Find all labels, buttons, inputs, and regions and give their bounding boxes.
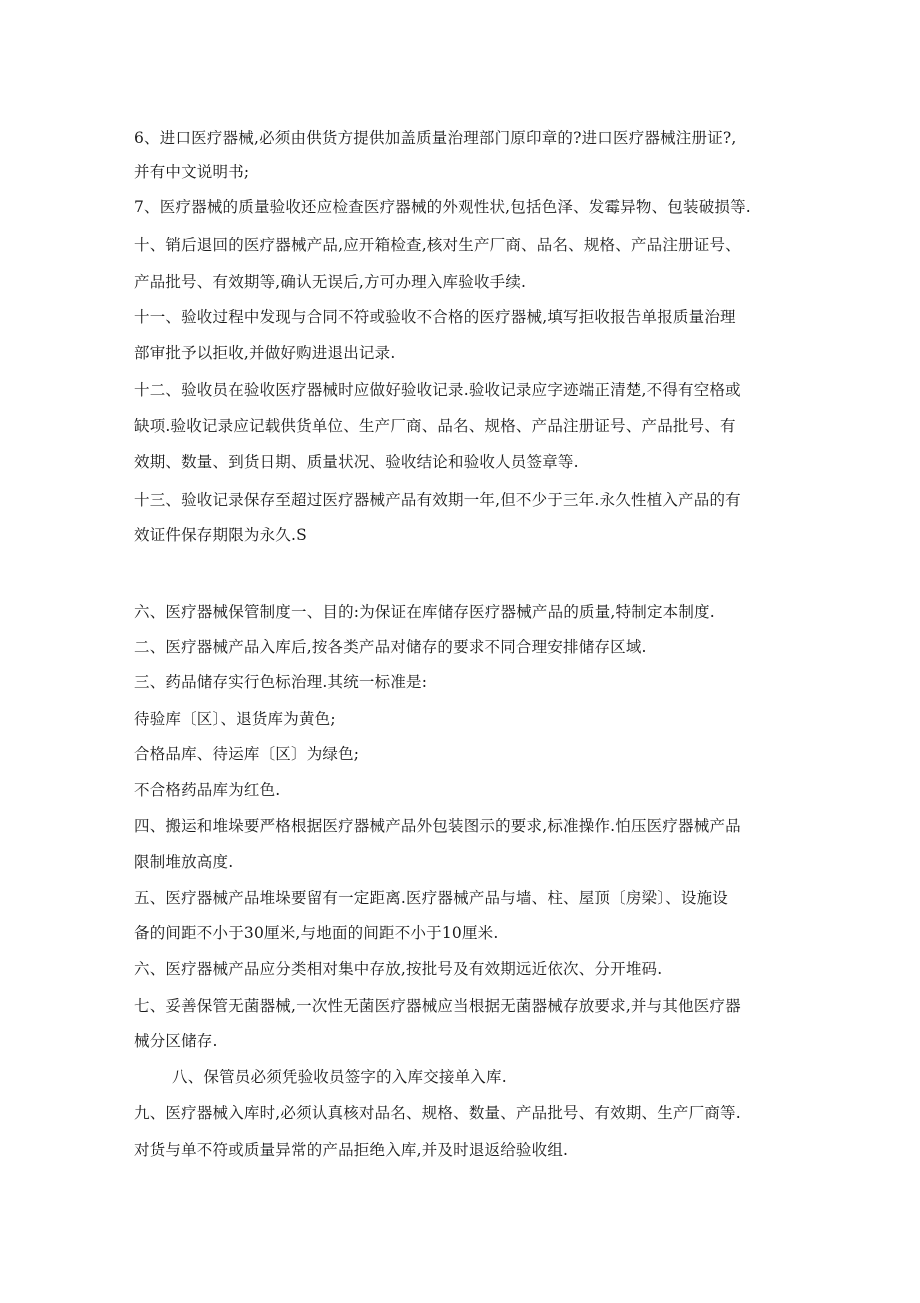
text-line: 效证件保存期限为永久.S [134,526,307,544]
text-line: 十二、验收员在验收医疗器械时应做好验收记录.验收记录应字迹端正清楚,不得有空格或 [134,381,741,399]
text-line: 备的间距不小于30厘米,与地面的间距不小于10厘米. [134,924,499,942]
text-line: 七、妥善保管无菌器械,一次性无菌医疗器械应当根据无菌器械存放要求,并与其他医疗器 [134,997,741,1015]
text-line: 限制堆放高度. [134,853,234,871]
text-line: 效期、数量、到货日期、质量状况、验收结论和验收人员签章等. [134,453,579,471]
text-line: 十一、验收过程中发现与合同不符或验收不合格的医疗器械,填写拒收报告单报质量治理 [134,308,736,326]
text-line: 7、医疗器械的质量验收还应检查医疗器械的外观性状,包括色泽、发霉异物、包装破损等. [134,198,751,216]
text-line: 十、销后退回的医疗器械产品,应开箱检查,核对生产厂商、品名、规格、产品注册证号、 [134,236,741,254]
text-line: 二、医疗器械产品入库后,按各类产品对储存的要求不同合理安排储存区域. [134,638,647,656]
text-line: 八、保管员必须凭验收员签字的入库交接单入库. [172,1068,507,1086]
text-line: 对货与单不符或质量异常的产品拒绝入库,并及时退返给验收组. [134,1141,569,1159]
text-line: 械分区储存. [134,1032,218,1050]
text-line: 部审批予以拒收,并做好购进退出记录. [134,344,396,362]
text-line: 十三、验收记录保存至超过医疗器械产品有效期一年,但不少于三年.永久性植入产品的有 [134,491,741,509]
text-line: 五、医疗器械产品堆垛要留有一定距离.医疗器械产品与墙、柱、屋顶〔房梁〕、设施设 [134,889,728,907]
text-line: 不合格药品库为红色. [134,781,281,799]
text-line: 四、搬运和堆垛要严格根据医疗器械产品外包装图示的要求,标准操作.怕压医疗器械产品 [134,817,741,835]
text-line: 缺项.验收记录应记载供货单位、生产厂商、品名、规格、产品注册证号、产品批号、有 [134,417,736,435]
text-line: 合格品库、待运库〔区〕为绿色; [134,745,360,763]
section-heading: 六、医疗器械保管制度一、目的:为保证在库储存医疗器械产品的质量,特制定本制度. [134,603,715,621]
text-line: 九、医疗器械入库时,必须认真核对品名、规格、数量、产品批号、有效期、生产厂商等. [134,1104,741,1122]
text-line: 六、医疗器械产品应分类相对集中存放,按批号及有效期远近依次、分开堆码. [134,960,663,978]
text-line: 6、进口医疗器械,必须由供货方提供加盖质量治理部门原印章的?进口医疗器械注册证?, [134,129,737,147]
text-line: 并有中文说明书; [134,163,250,181]
text-line: 产品批号、有效期等,确认无误后,方可办理入库验收手续. [134,273,527,291]
text-line: 待验库〔区〕、退货库为黄色; [134,710,336,728]
text-line: 三、药品储存实行色标治理.其统一标准是: [134,673,428,691]
